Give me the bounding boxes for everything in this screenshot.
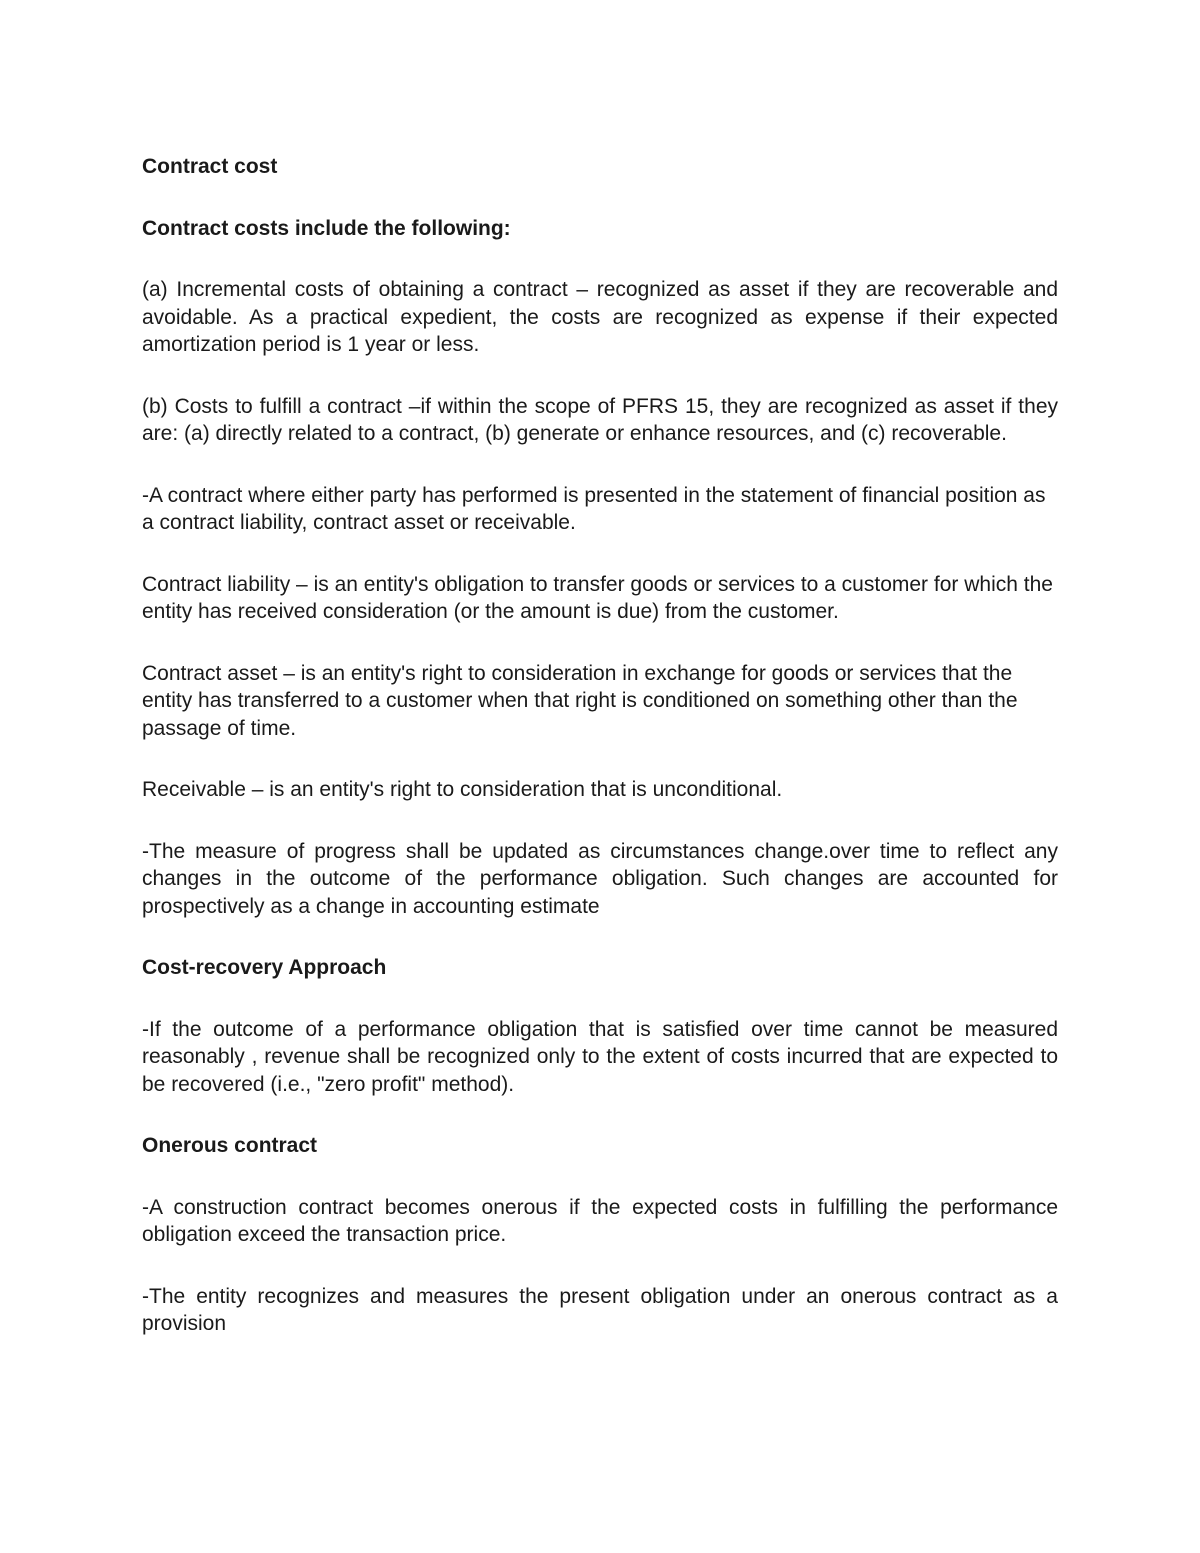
heading-cost-recovery-approach: Cost-recovery Approach [142,956,387,979]
paragraph-onerous-provision: -The entity recognizes and measures the present obligation under an onerous contract as a provision [142,1284,1058,1335]
paragraph-contract-liability: Contract liability – is an entity's obligation to transfer goods or services to a customer for which the entity has received consideration (or the amount is due) from the customer. [142,572,1053,623]
heading-contract-cost: Contract cost [142,155,278,178]
heading-onerous-contract: Onerous contract [142,1134,318,1157]
paragraph-receivable: Receivable – is an entity's right to consideration that is unconditional. [142,778,783,801]
paragraph-presentation: -A contract where either party has performed is presented in the statement of financial position as a contract liability, contract asset or receivable. [142,483,1046,534]
paragraph-cost-recovery: -If the outcome of a performance obligation that is satisfied over time cannot be measured reasonably , revenue shall be recognized only to the extent of costs incurred that are expected to be recovered (i.e., "zero profit" method). [142,1017,1058,1096]
heading-contract-costs-include: Contract costs include the following: [142,216,511,240]
paragraph-onerous-definition: -A construction contract becomes onerous if the expected costs in fulfilling the performance obligation exceed the transaction price. [142,1195,1058,1246]
paragraph-costs-to-fulfill: (b) Costs to fulfill a contract –if within the scope of PFRS 15, they are recognized as asset if they are: (a) directly related to a contract, (b) generate or enhance resources, and (c) recoverable. [142,394,1058,445]
paragraph-measure-of-progress: -The measure of progress shall be updated as circumstances change.over time to reflect any changes in the outcome of the performance obligation. Such changes are accounted for prospectively as a change in accounting estimate [142,839,1058,918]
paragraph-incremental-costs: (a) Incremental costs of obtaining a contract – recognized as asset if they are recoverable and avoidable. As a practical expedient, the costs are recognized as expense if their expected amortization period is 1 year or less. [142,278,1058,356]
paragraph-contract-asset: Contract asset – is an entity's right to consideration in exchange for goods or services that the entity has transferred to a customer when that right is conditioned on something other than the passage of time. [142,661,1018,740]
document-body [142,153,1058,1372]
